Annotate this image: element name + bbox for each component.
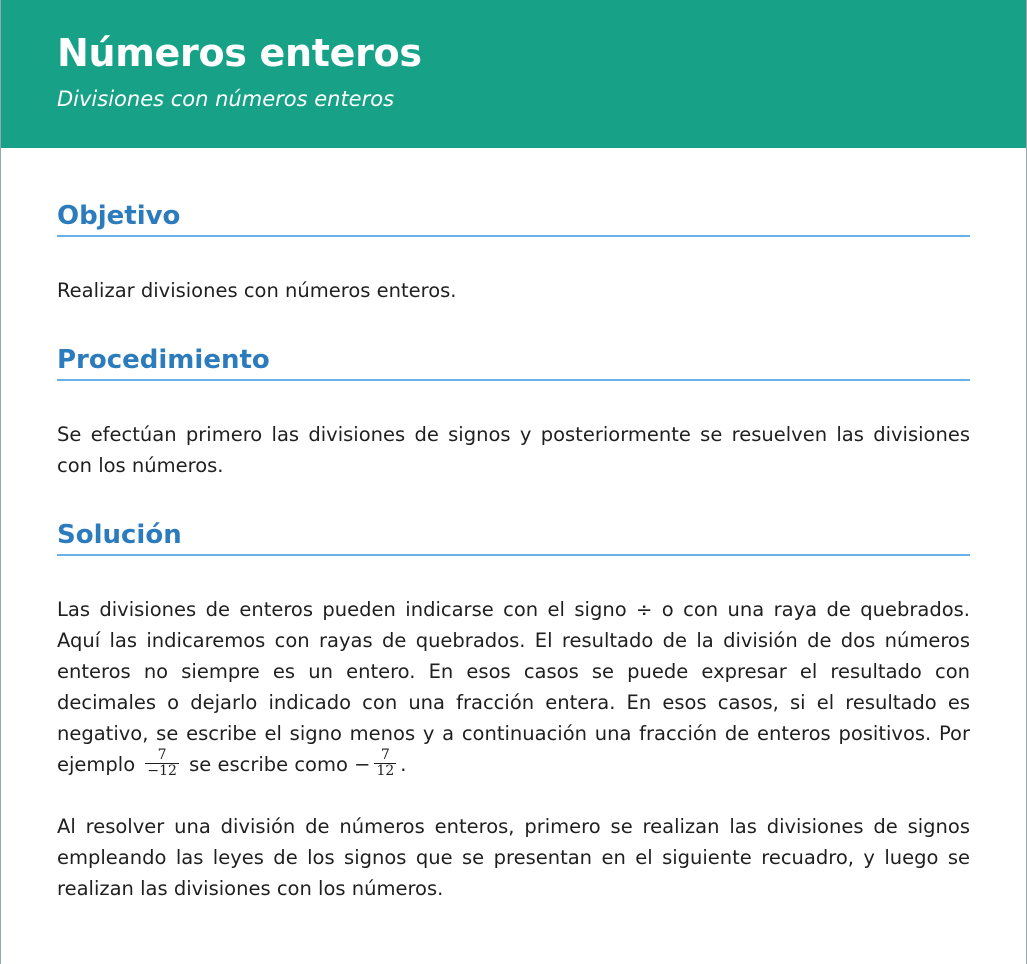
section-heading-solucion: Solución [57,519,970,556]
section-heading-objetivo: Objetivo [57,200,970,237]
solucion-p1-end: . [400,753,407,776]
fraction-denominator: −12 [147,763,177,779]
fraction-example-positive [374,748,396,779]
fraction-denominator: 12 [376,763,395,779]
math-minus-sign: − [354,753,371,776]
section-heading-procedimiento: Procedimiento [57,344,970,381]
objetivo-text: Realizar divisiones con números enteros. [57,279,457,302]
solucion-paragraph-2: Al resolver una división de números enteros, primero se realizan las divisiones de signos empleando las leyes de los signos que se presentan en el siguiente recuadro, y luego se realizan las divisiones con los números. [57,815,970,900]
page-title: Números enteros [57,31,422,75]
page-subtitle: Divisiones con números enteros [57,87,395,111]
solucion-paragraph-1 [57,594,970,781]
fraction-numerator: 7 [145,748,179,764]
document-body [1,148,1026,904]
solucion-p1-text: Las divisiones de enteros pueden indicarse con el signo ÷ o con una raya de quebrados. Aquí las indicaremos con rayas de quebrados. El resultado de la división de dos números enteros no siempre es un entero. En esos casos se puede expresar el resultado con decimales o dejarlo indicado con una fracción entera. En esos casos, si el resultado es negativo, se escribe el signo menos y a continuación una fracción de enteros positivos. Por ejemplo [57,598,970,776]
fraction-numerator: 7 [374,748,396,764]
fraction-example-negative-denominator [145,748,179,779]
procedimiento-text: Se efectúan primero las divisiones de signos y posteriormente se resuelven las divisiones con los números. [57,423,970,477]
title-banner [1,0,1026,148]
solucion-p1-mid: se escribe como [189,753,348,776]
